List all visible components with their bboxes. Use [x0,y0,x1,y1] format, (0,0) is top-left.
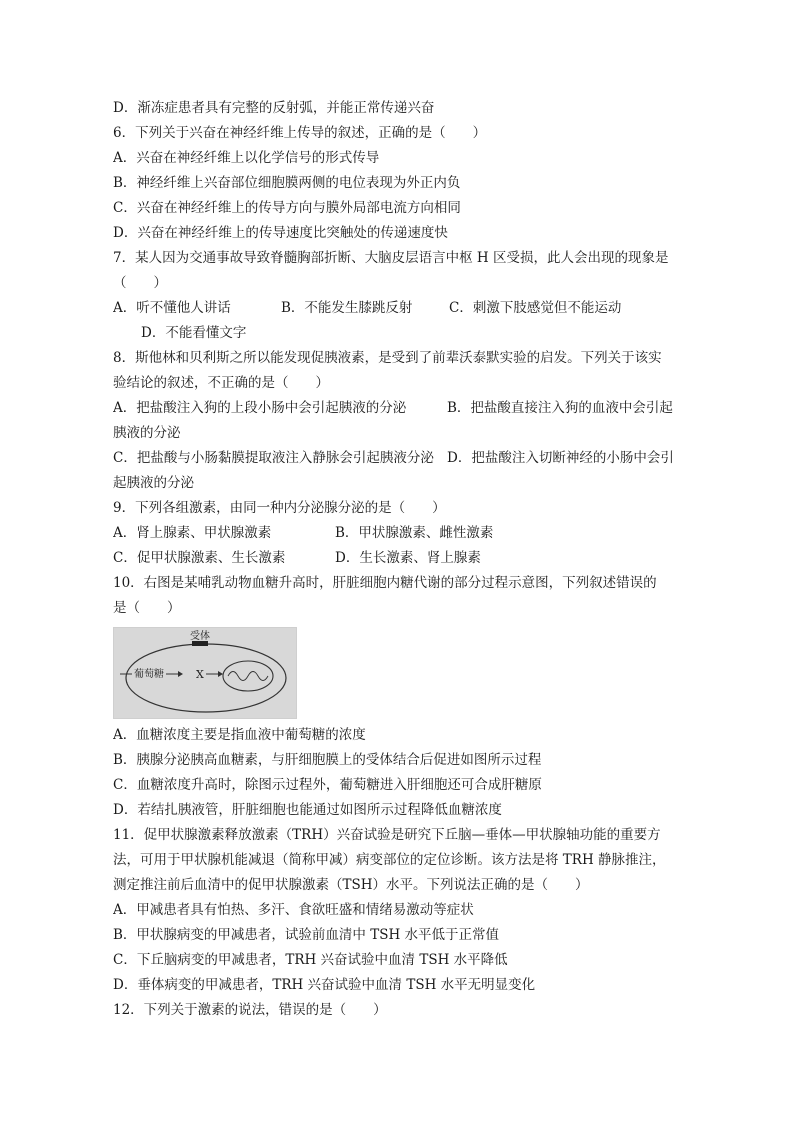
q11-option-b: B．甲状腺病变的甲减患者，试验前血清中 TSH 水平低于正常值 [113,927,500,943]
q10-stem-line1: 10．右图是某哺乳动物血糖升高时，肝脏细胞内糖代谢的部分过程示意图，下列叙述错误的 [113,575,657,591]
q5-option-d: D．渐冻症患者具有完整的反射弧，并能正常传递兴奋 [113,100,435,116]
q7-option-c: C．刺激下肢感觉但不能运动 [449,300,622,316]
q8-stem-line2: 验结论的叙述，不正确的是（ ） [113,375,329,391]
q7-stem-line2: （ ） [113,275,167,291]
q8-option-b-part1: B．把盐酸直接注入狗的血液中会引起 [447,400,673,416]
q10-option-c: C．血糖浓度升高时，除图示过程外，葡萄糖进入肝细胞还可合成肝糖原 [113,777,542,793]
receptor-label: 受体 [190,631,210,642]
q8-options-row1 [113,396,681,421]
q10-option-a: A．血糖浓度主要是指血液中葡萄糖的浓度 [113,727,366,743]
q10-option-d: D．若结扎胰液管，肝脏细胞也能通过如图所示过程降低血糖浓度 [113,802,502,818]
q7-stem-line1: 7．某人因为交通事故导致脊髓胸部折断、大脑皮层语言中枢 H 区受损，此人会出现的现象是 [113,250,669,266]
q11-option-a: A．甲减患者具有怕热、多汗、食欲旺盛和情绪易激动等症状 [113,902,474,918]
liver-cell-svg [114,628,296,718]
q9-options-row2 [113,546,681,571]
q9-options-row1 [113,521,681,546]
q9-option-d: D．生长激素、肾上腺素 [335,550,481,566]
q8-option-d-part2: 起胰液的分泌 [113,475,194,491]
arrowhead-glucose-to-x [178,671,183,677]
q7-options-row [113,296,681,321]
q6-option-b: B．神经纤维上兴奋部位细胞膜两侧的电位表现为外正内负 [113,175,461,191]
q11-stem-line1: 11．促甲状腺激素释放激素（TRH）兴奋试验是研究下丘脑—垂体—甲状腺轴功能的重要方 [113,827,661,843]
glucose-label: 葡萄糖 [134,669,164,680]
q8-option-b-part2: 胰液的分泌 [113,425,181,441]
mitochondrion-cristae [228,672,268,681]
q12-stem: 12．下列关于激素的说法，错误的是（ ） [113,1002,387,1018]
q9-option-a: A．肾上腺素、甲状腺激素 [113,525,272,541]
liver-cell-diagram [113,627,297,719]
q6-option-d: D．兴奋在神经纤维上的传导速度比突触处的传递速度快 [113,225,448,241]
q10-option-b: B．胰腺分泌胰高血糖素，与肝细胞膜上的受体结合后促进如图所示过程 [113,752,542,768]
q7-option-b: B．不能发生膝跳反射 [281,300,413,316]
q9-option-b: B．甲状腺激素、雌性激素 [335,525,494,541]
x-label: X [196,668,204,681]
q11-option-c: C．下丘脑病变的甲减患者，TRH 兴奋试验中血清 TSH 水平降低 [113,952,508,968]
q11-option-d: D．垂体病变的甲减患者，TRH 兴奋试验中血清 TSH 水平无明显变化 [113,977,536,993]
q11-stem-line3: 测定推注前后血清中的促甲状腺激素（TSH）水平。下列说法正确的是（ ） [113,877,589,893]
q8-option-d-part1: D．把盐酸注入切断神经的小肠中会引 [447,450,674,466]
q9-option-c: C．促甲状腺激素、生长激素 [113,550,286,566]
q10-stem-line2: 是（ ） [113,600,181,616]
question-content [113,96,681,1023]
q7-option-a: A．听不懂他人讲话 [113,300,231,316]
arrowhead-x-to-mitochondrion [218,671,223,677]
q7-option-d: D．不能看懂文字 [141,325,247,341]
q8-option-c: C．把盐酸与小肠黏膜提取液注入静脉会引起胰液分泌 [113,450,434,466]
q11-stem-line2: 法，可用于甲状腺机能减退（简称甲减）病变部位的定位诊断。该方法是将 TRH 静脉推注， [113,852,666,868]
q8-options-row2 [113,446,681,471]
q6-stem: 6．下列关于兴奋在神经纤维上传导的叙述，正确的是（ ） [113,125,487,141]
q9-stem: 9．下列各组激素，由同一种内分泌腺分泌的是（ ） [113,500,446,516]
q8-option-a: A．把盐酸注入狗的上段小肠中会引起胰液的分泌 [113,400,407,416]
q6-option-a: A．兴奋在神经纤维上以化学信号的形式传导 [113,150,380,166]
q8-stem-line1: 8．斯他林和贝利斯之所以能发现促胰液素，是受到了前辈沃泰默实验的启发。下列关于该实 [113,350,662,366]
q6-option-c: C．兴奋在神经纤维上的传导方向与膜外局部电流方向相同 [113,200,461,216]
